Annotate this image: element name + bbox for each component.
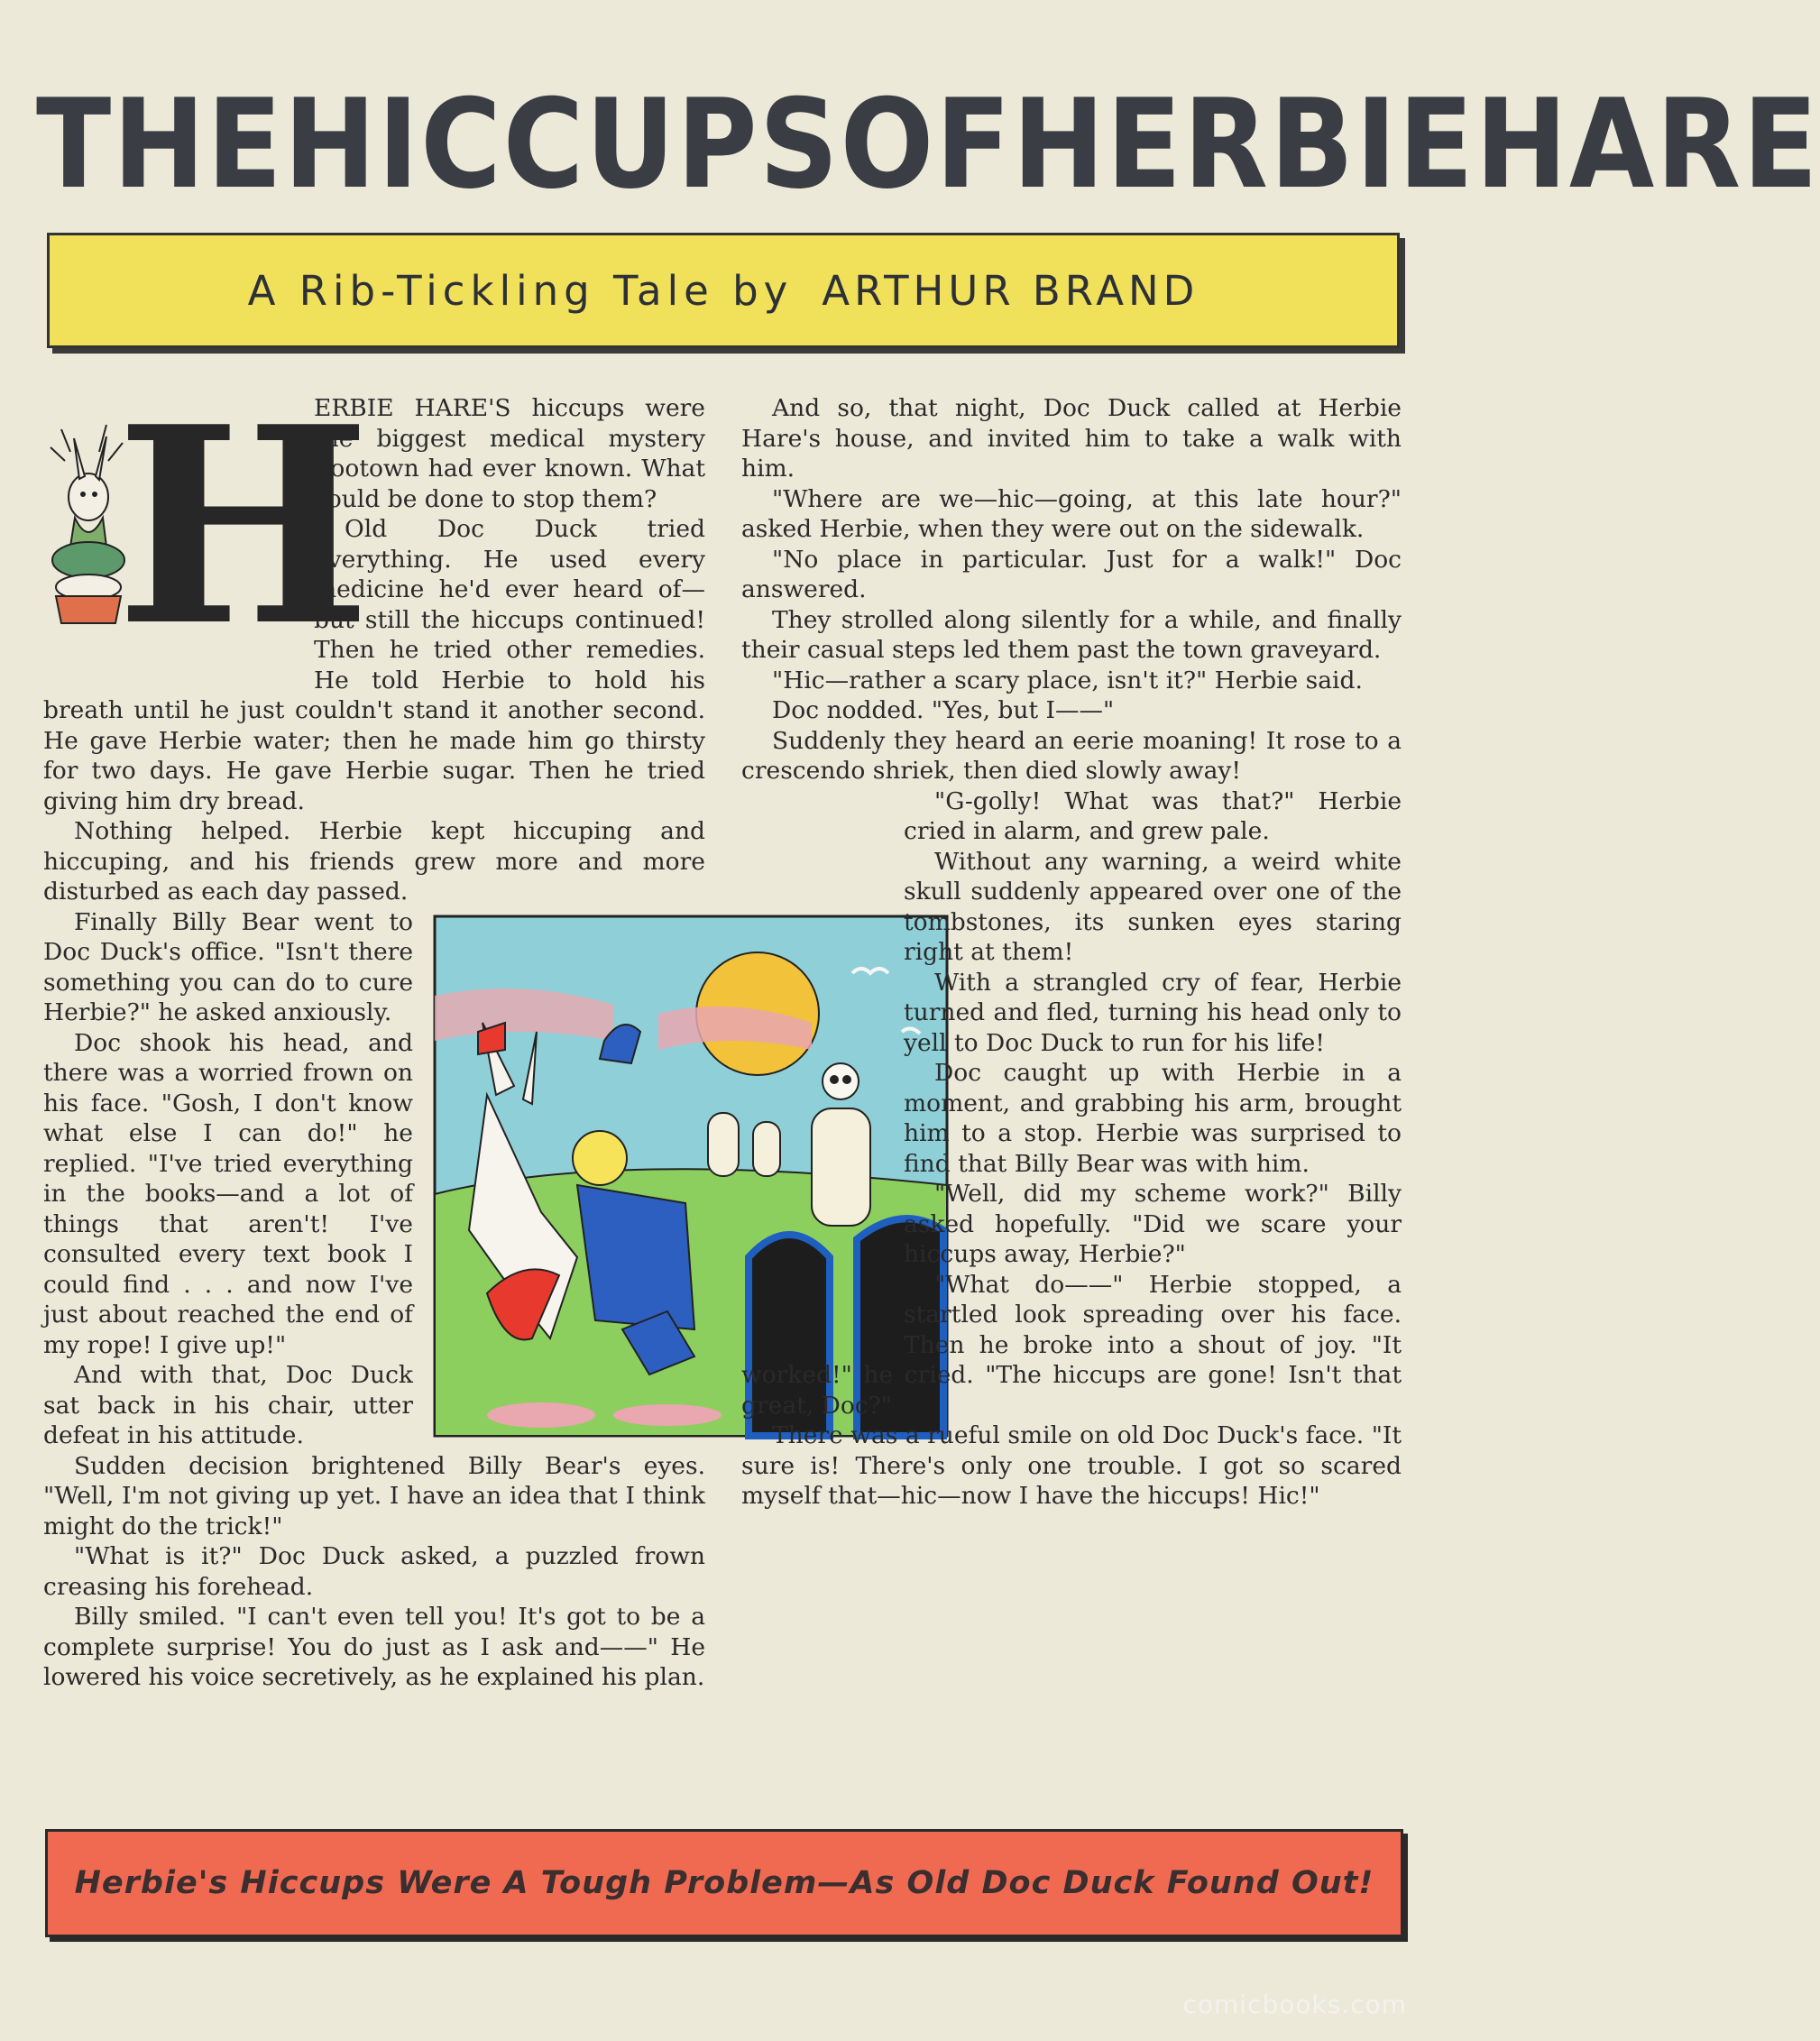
paragraph: Sudden decision brightened Billy Bear's eyes. "Well, I'm not giving up yet. I have an idea that I think might do the trick!" [43,1451,705,1540]
paragraph: Without any warning, a weird white skull suddenly appeared over one of the tombstones, its sunken eyes staring right at them! [904,847,1402,966]
illustration-wrap-space [633,786,904,1344]
right-column [741,393,1402,1512]
paragraph: "Hic—rather a scary place, isn't it?" Herbie said. [772,666,1363,694]
watermark: comicbooks.com [1182,1990,1407,2019]
paragraph: There was a rueful smile on old Doc Duck's face. "It sure is! There's only one trouble. I got so scared myself that—hic—now I have the hiccups! Hic!" [741,1421,1402,1510]
title-word: HERBIE [1012,72,1475,216]
paragraph: "G-golly! What was that?" Herbie cried in alarm, and grew pale. [904,786,1402,845]
paragraph: And with that, Doc Duck sat back in his chair, utter defeat in his attitude. [43,1361,413,1449]
paragraph: "Where are we—hic—going, at this late hour?" asked Herbie, when they were out on the sidewalk. [741,484,1402,543]
paragraph: Doc caught up with Herbie in a moment, and grabbing his arm, brought him to a stop. Herbie was surprised to find that Billy Bear was with him. [904,1059,1402,1178]
title-word: HICCUPS [283,72,841,216]
story-title [36,72,1820,216]
paragraph: They strolled along silently for a while, and finally their casual steps led them past the town graveyard. [741,605,1402,664]
paragraph: "What do——" Herbie stopped, a startled look spreading over his face. Then he broke into a shout of joy. "It worked!" he cried. "The hiccups are gone! Isn't that great, Doc?" [741,1270,1402,1420]
title-word: THE [36,72,284,216]
paragraph: Nothing helped. Herbie kept hiccuping and hiccuping, and his friends grew more and more disturbed as each day passed. [43,817,705,906]
left-column [43,367,705,1693]
teaser-banner [45,1829,1403,1937]
banner-text: Herbie's Hiccups Were A Tough Problem—As Old Doc Duck Found Out! [74,1865,1374,1901]
paragraph: Doc shook his head, and there was a worried frown on his face. "Gosh, I don't know what else I can do!" he replied. "I've tried everything in the books—and a lot of things that aren't! I've consulted every text book I could find . . . and now I've just about reached the end of my rope! I give up!" [43,1028,413,1359]
paragraph: Old Doc Duck tried everything. He used every medicine he'd ever heard of—but still the hiccups continued! Then he tried other remedies. He told Herbie to hold his breath until he just couldn't stand it another second. He gave Herbie water; then he made him go thirsty for two days. He gave Herbie sugar. Then he tried giving him dry bread. [43,515,705,815]
paragraph: Finally Billy Bear went to Doc Duck's office. "Isn't there something you can do to cure Herbie?" he asked anxiously. [43,907,413,1026]
paragraph: Billy smiled. "I can't even tell you! It's got to be a complete surprise! You do just as I ask and——" He lowered his voice secretively, as he explained his plan. [43,1603,705,1691]
drop-cap-block [43,367,372,691]
paragraph: With a strangled cry of fear, Herbie turned and fled, turning his head only to yell to Doc Duck to run for his life! [904,968,1402,1057]
paragraph: "Well, did my scheme work?" Billy asked hopefully. "Did we scare your hiccups away, Herbie?" [904,1180,1402,1268]
paragraph: And so, that night, Doc Duck called at Herbie Hare's house, and invited him to take a walk with him. [741,394,1402,483]
paragraph: Doc nodded. "Yes, but I——" [772,696,1115,724]
title-word: HARE [1475,72,1820,216]
paragraph: "What is it?" Doc Duck asked, a puzzled frown creasing his forehead. [43,1542,705,1601]
byline-author: ARTHUR BRAND [822,266,1200,315]
title-word: OF [840,72,1013,216]
byline-box [47,233,1400,348]
byline-prefix: A Rib-Tickling Tale by [247,266,794,315]
paragraph: "No place in particular. Just for a walk!" Doc answered. [741,545,1402,603]
drop-cap-letter: H [115,367,372,685]
paragraph: ERBIE HARE'S hiccups were the biggest medical mystery Zootown had ever known. What could be done to stop them? [314,394,705,513]
paragraph: Suddenly they heard an eerie moaning! It rose to a crescendo shriek, then died slowly away! [741,726,1402,785]
byline [248,267,1200,315]
